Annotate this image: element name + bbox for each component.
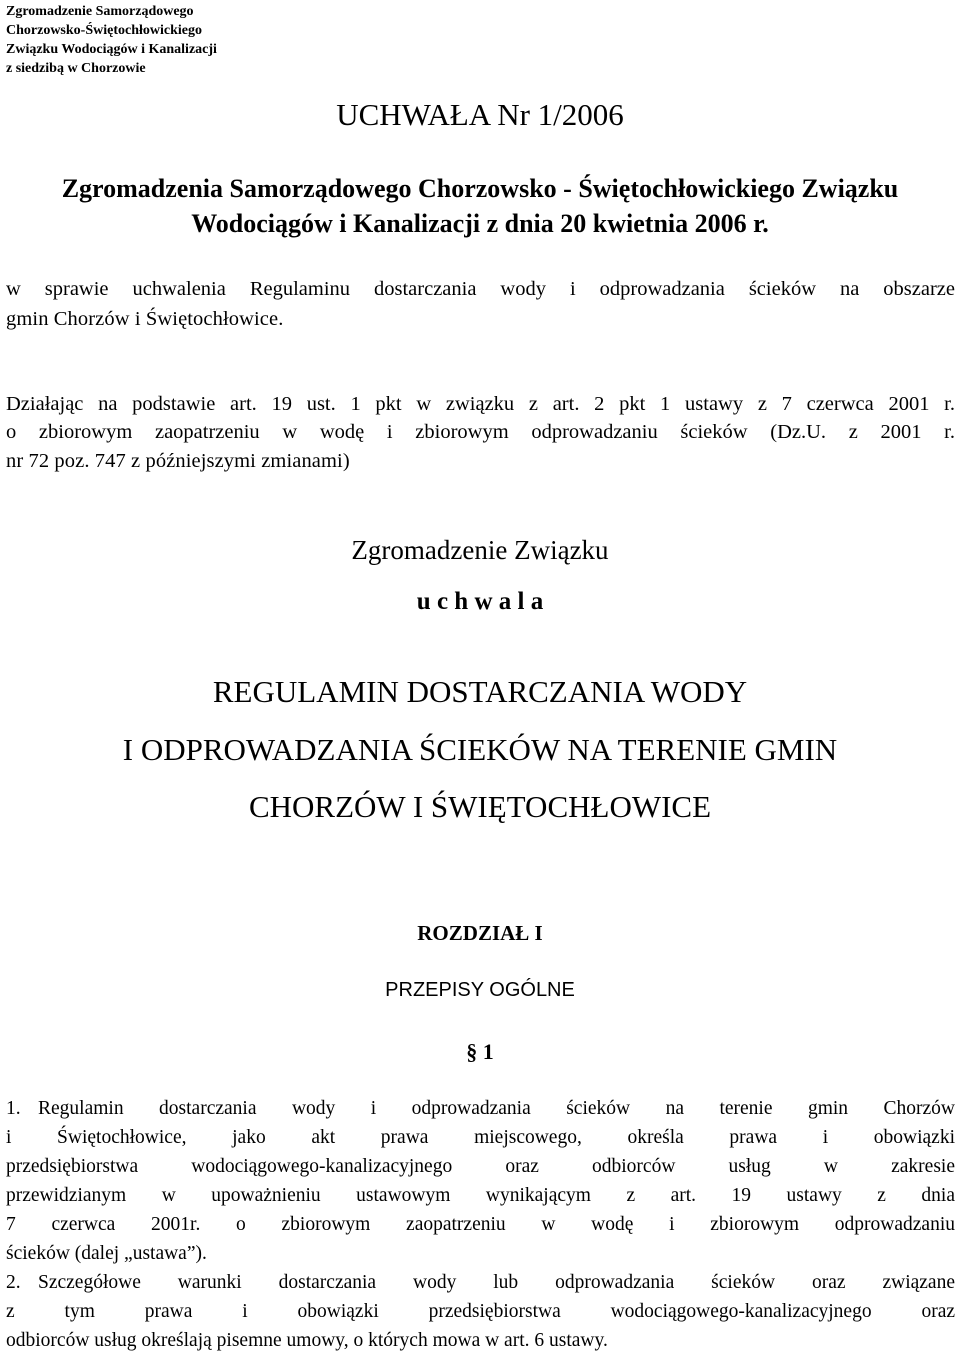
resolves-heading: u c h w a l a <box>416 588 544 615</box>
resolution-title: UCHWAŁA Nr 1/2006 <box>336 97 624 132</box>
chapter-name: PRZEPISY OGÓLNE <box>385 979 575 1001</box>
section-mark: § 1 <box>466 1039 494 1064</box>
legal-basis-line-3: nr 72 poz. 747 z późniejszymi zmianami) <box>6 450 350 472</box>
subject-line-2: gmin Chorzów i Świętochłowice. <box>6 308 284 330</box>
paragraph-line: z tym prawa i obowiązki przedsiębiorstwa wodociągowego-kanalizacyjnego oraz <box>6 1301 955 1322</box>
regulation-title-line-2: I ODPROWADZANIA ŚCIEKÓW NA TERENIE GMIN <box>122 732 838 767</box>
resolution-subtitle-line-1: Zgromadzenia Samorządowego Chorzowsko - Świętochłowickiego Związku <box>61 174 899 203</box>
regulation-title-line-1: REGULAMIN DOSTARCZANIA WODY <box>212 674 748 709</box>
paragraph-line: 7 czerwca 2001r. o zbiorowym zaopatrzeniu w wodę i zbiorowym odprowadzaniu <box>6 1214 955 1235</box>
issuer-line-2: Chorzowsko-Świętochłowickiego <box>6 23 202 38</box>
issuer-line-3: Związku Wodociągów i Kanalizacji <box>6 42 217 57</box>
legal-basis-line-1: Działając na podstawie art. 19 ust. 1 pkt w związku z art. 2 pkt 1 ustawy z 7 czerwca 2001 r. <box>6 393 955 415</box>
issuer-line-1: Zgromadzenie Samorządowego <box>6 4 194 19</box>
paragraph-line: odbiorców usług określają pisemne umowy, o których mowa w art. 6 ustawy. <box>6 1330 608 1351</box>
paragraph-number: 1. <box>6 1098 21 1119</box>
paragraph-line: i Świętochłowice, jako akt prawa miejscowego, określa prawa i obowiązki <box>6 1127 955 1148</box>
regulation-title-line-3: CHORZÓW I ŚWIĘTOCHŁOWICE <box>248 789 712 824</box>
assembly-heading: Zgromadzenie Związku <box>351 535 609 565</box>
paragraph-line: przewidzianym w upoważnieniu ustawowym wynikającym z art. 19 ustawy z dnia <box>6 1185 955 1206</box>
subject-line-1: w sprawie uchwalenia Regulaminu dostarczania wody i odprowadzania ścieków na obszarze <box>6 278 955 300</box>
issuer-line-4: z siedzibą w Chorzowie <box>6 61 146 76</box>
paragraph-line: ścieków (dalej „ustawa”). <box>6 1243 207 1264</box>
paragraph-line: Regulamin dostarczania wody i odprowadzania ścieków na terenie gmin Chorzów <box>38 1098 955 1119</box>
chapter-number: ROZDZIAŁ I <box>417 921 543 945</box>
paragraph-line: Szczegółowe warunki dostarczania wody lub odprowadzania ścieków oraz związane <box>38 1272 955 1293</box>
resolution-subtitle-line-2: Wodociągów i Kanalizacji z dnia 20 kwietnia 2006 r. <box>191 209 769 238</box>
legal-basis-line-2: o zbiorowym zaopatrzeniu w wodę i zbiorowym odprowadzaniu ścieków (Dz.U. z 2001 r. <box>6 421 955 443</box>
paragraph-number: 2. <box>6 1272 21 1293</box>
paragraph-line: przedsiębiorstwa wodociągowego-kanalizacyjnego oraz odbiorców usług w zakresie <box>6 1156 955 1177</box>
